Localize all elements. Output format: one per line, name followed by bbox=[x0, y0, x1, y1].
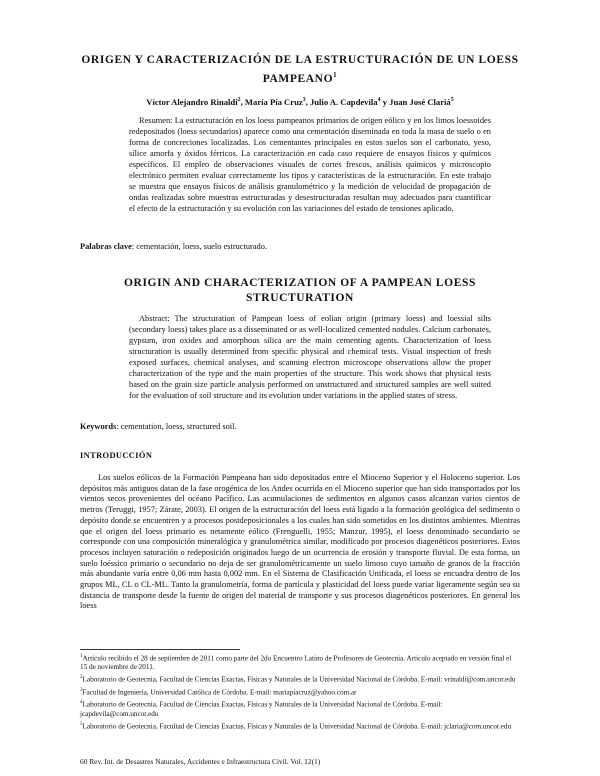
title-footnote-marker: 1 bbox=[333, 71, 338, 79]
author-name: María Pía Cruz bbox=[244, 96, 303, 107]
author-affiliation-marker: 3 bbox=[302, 97, 306, 103]
section-heading-introduccion: INTRODUCCIÓN bbox=[80, 451, 153, 460]
intro-text: Los suelos eólicos de la Formación Pampeana han sido depositados entre el Mioceno Superior y el Holoceno superior. Los depósitos más antiguos datan de la fase orogénica de los Andes ocurrida en el Mioceno superior que han sido transportados por los vientos secos provenientes del océano Pacífico. Las acumulaciones de sedimentos en algunos casos alcanzan varios cientos de metros (Teruggi, 1957; Zárate, 2003). El origen de la estructuración del loess está ligado a la formación geológica del sedimento o depósito donde se encuentren y a procesos postdeposicionales a los cuales han sido sometidos en los distintos ambientes. Mientras que el origen del loess primario es netamente eólico (Frenguelli, 1955; Manzur, 1995), el loess denominado secundario se corresponde con una composición mineralógica y granulométrica similar, modificado por procesos diagenéticos posteriores. Estos procesos incluyen saturación o redeposición originados luego de un ocurrencia de erosión y transporte fluvial. De esta forma, un suelo loéssico primario o secundario no deja de ser granulométricamente un suelo limoso cuyo tamaño de granos de la fracción más abundante varía entre 0,06 mm hasta 0,002 mm. En el Sistema de Clasificación Unificada, el loess se encuadra dentro de los grupos ML, CL o CL-ML. Tanto la granulometría, forma de partícula y plasticidad del loess puede variar ligeramente según sea su distancia de transporte desde la fuente de origen del material de transporte y sus procesos diagenéticos posteriores. En general los loess bbox=[80, 473, 520, 611]
footnote-text: Artículo recibido el 28 de septiembre de 2011 como parte del 2do Encuentro Latino de Profesores de Geotecnia. Artículo aceptado en versión final el 15 de noviembre de 2011. bbox=[80, 654, 512, 672]
footnote bbox=[80, 673, 520, 684]
author-separator: , bbox=[305, 96, 310, 107]
footnote-text: Laboratorio de Geotecnia, Facultad de Ciencias Exactas, Físicas y Naturales de la Universidad Nacional de Córdoba. E-mail: jcapdevila@com.uncor.edu bbox=[80, 700, 443, 718]
english-title: ORIGIN AND CHARACTERIZATION OF A PAMPEAN LOESS STRUCTURATION bbox=[124, 277, 476, 304]
author-separator: , bbox=[240, 96, 245, 107]
author-affiliation-marker: 4 bbox=[377, 97, 381, 103]
palabras-clave-text: : cementación, loess, suelo estructurado. bbox=[131, 242, 267, 251]
resumen-text: Resumen: La estructuración en los loess pampeanos primarios de origen eólico y en los limos loessoides redepositados (loess secundarios) aparece como una cementación diseminada en toda la masa de suelo o en forma de concreciones localizadas. Los cementantes principales en estos suelos son el carbonato, yeso, sílice amorfa y óxidos férricos. La caracterización en cada caso requiere de ensayos físicos y químicos específicos. El empleo de observaciones visuales de cortes frescos, análisis químicos y microscopio electrónico permiten evaluar correctamente los tipos y características de la estructuración. En este trabajo se muestra que ensayos físicos de análisis granulométrico y la medición de velocidad de propagación de ondas realizadas sobre muestras estructuradas y desestructuradas resultan muy adecuados para cuantificar el efecto de la estructuración y su evolución con las variaciones del estado de tensiones aplicado. bbox=[129, 116, 491, 213]
author-list bbox=[80, 94, 520, 108]
spanish-title-text: ORIGEN Y CARACTERIZACIÓN DE LA ESTRUCTURACIÓN DE UN LOESS PAMPEANO bbox=[81, 54, 519, 85]
footnote-text: Laboratorio de Geotecnia, Facultad de Ciencias Exactas, Físicas y Naturales de la Universidad Nacional de Córdoba. E-mail: vrinaldi@com.uncor.edu bbox=[82, 675, 516, 684]
page-footer: 60 Rev. Int. de Desastres Naturales, Accidentes e Infraestructura Civil. Vol. 12(1) bbox=[80, 757, 321, 766]
footnote-marker: 4 bbox=[80, 700, 83, 706]
author-separator: y bbox=[380, 96, 390, 107]
author-name: Víctor Alejandro Rinaldi bbox=[146, 96, 238, 107]
footnote bbox=[80, 686, 520, 697]
author-name: Julio A. Capdevila bbox=[309, 96, 378, 107]
spanish-title bbox=[80, 53, 520, 87]
abstract-text: Abstract: The structuration of Pampean loess of eolian origin (primary loess) and loessial silts (secondary loess) takes place as a disseminated or as well-localized cemented nodules. Calcium carbonates, gypsum, iron oxides and amorphous silica are the main cementing agents. Characterization of loess structuration is usually determined from specific physical and chemical tests. Visual inspection of fresh exposed surfaces, chemical analyses, and scanning electron microscope observations allow the proper characterization of the type and the main properties of the structure. This work shows that physical tests based on the grain size particle analysis performed on unstructured and structured samples are well suited for the evaluation of soil structure and its evolution under variations in the applied states of stress. bbox=[129, 314, 491, 400]
footnote-text: Laboratorio de Geotecnia, Facultad de Ciencias Exactas, Físicas y Naturales de la Universidad Nacional de Córdoba. E-mail: jclaria@com.uncor.edu bbox=[82, 721, 512, 730]
keywords-label: Keywords bbox=[80, 422, 117, 431]
author-name: Juan José Clariá bbox=[389, 96, 451, 107]
author-affiliation-marker: 5 bbox=[450, 97, 454, 103]
author-affiliation-marker: 2 bbox=[237, 97, 241, 103]
keywords-text: : cementation, loess, structured soil. bbox=[116, 422, 237, 431]
footnote-marker: 1 bbox=[80, 654, 83, 659]
footnote-marker: 5 bbox=[80, 721, 83, 727]
footnote bbox=[80, 720, 520, 731]
intro-paragraph bbox=[80, 473, 520, 612]
footnotes bbox=[80, 652, 520, 732]
footnote-marker: 3 bbox=[80, 687, 83, 693]
abstract-paragraph bbox=[129, 313, 491, 401]
footnote bbox=[80, 698, 520, 718]
footnote-marker: 2 bbox=[80, 675, 83, 681]
keywords bbox=[80, 421, 520, 432]
palabras-clave-label: Palabras clave bbox=[80, 242, 132, 251]
footnote-separator bbox=[80, 649, 240, 650]
resumen-paragraph bbox=[129, 115, 491, 214]
palabras-clave bbox=[80, 241, 520, 252]
footnote bbox=[80, 652, 520, 672]
footnote-text: Facultad de Ingeniería, Universidad Católica de Córdoba. E-mail: mariapiacruz@yahoo.com.ar bbox=[82, 688, 357, 697]
